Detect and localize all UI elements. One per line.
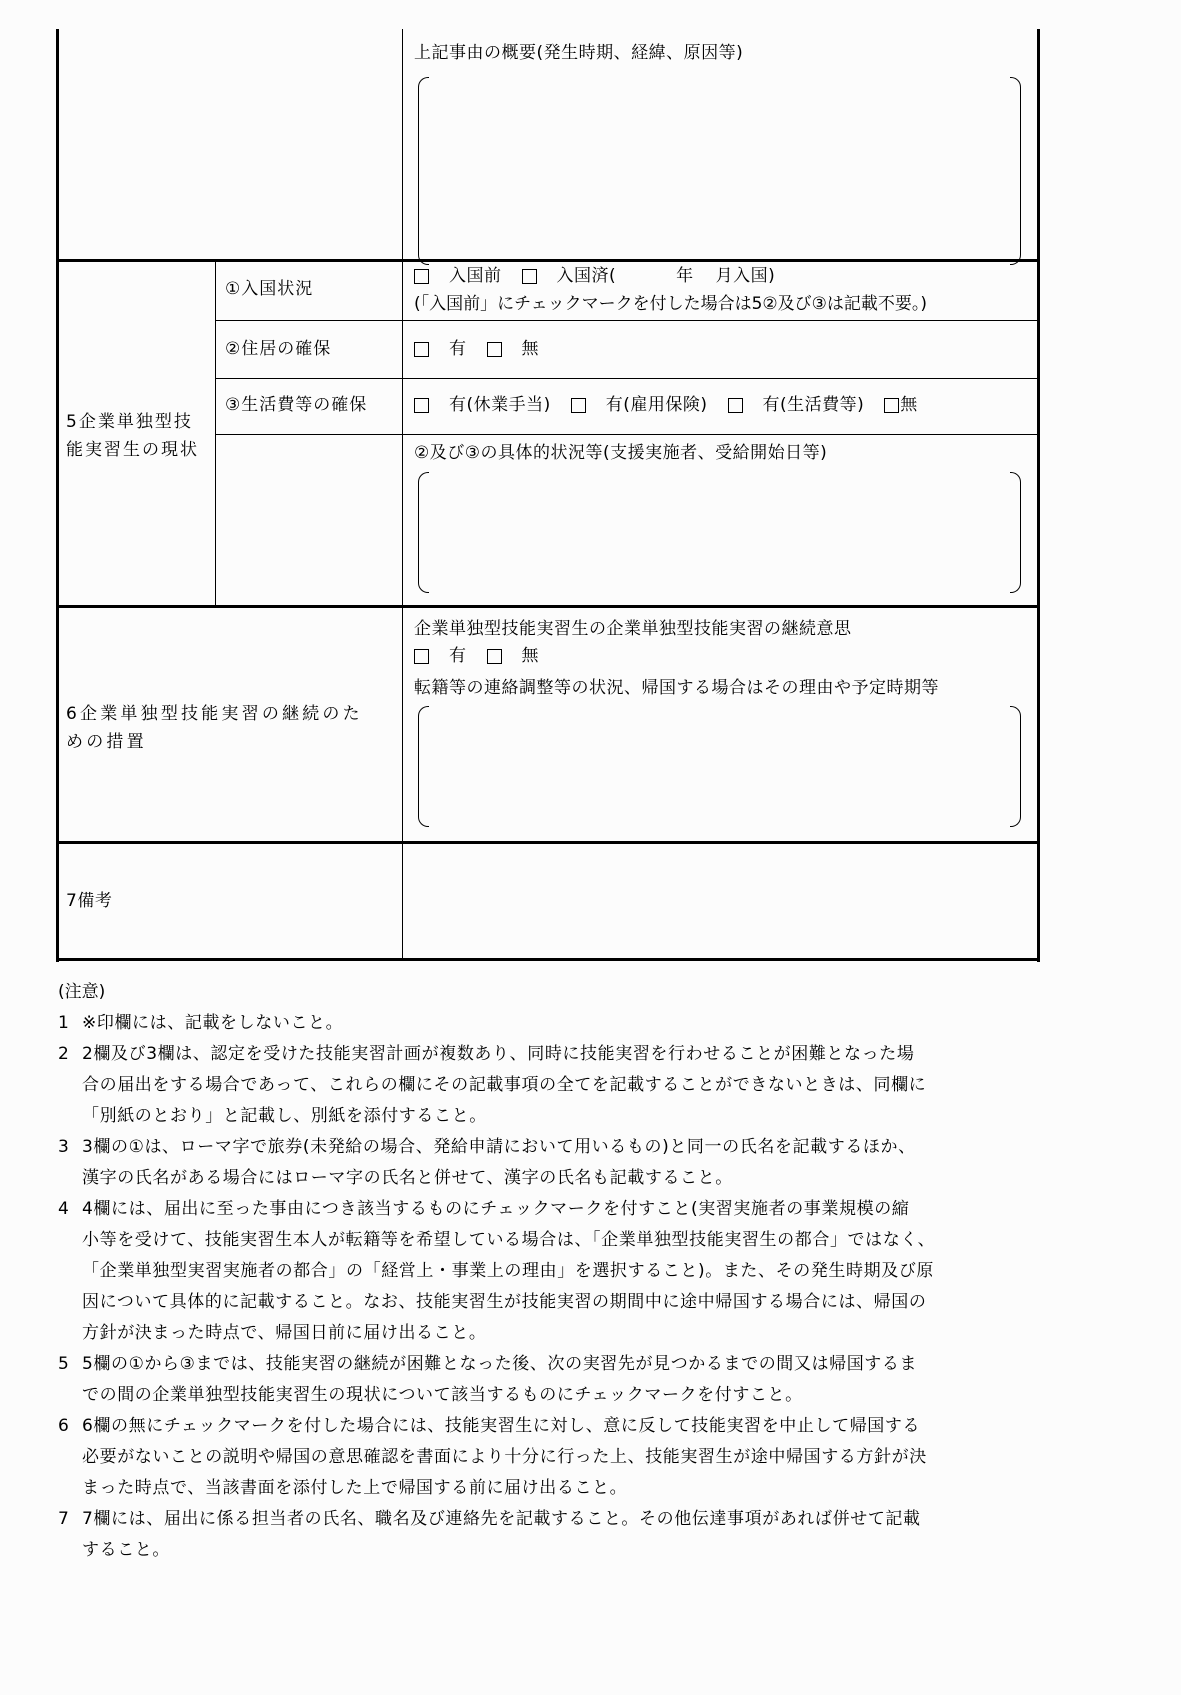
section5-details-input[interactable] [432, 476, 1007, 589]
living-expenses-label: ③生活費等の確保 [225, 395, 368, 415]
option-employment-insurance[interactable] [571, 397, 708, 414]
checkbox-housing-yes[interactable] [414, 342, 429, 357]
option-living-expenses-label: 有(生活費等) [762, 395, 865, 415]
left-bracket-icon [418, 472, 429, 593]
notes-header: (注意) [58, 982, 106, 1002]
note-item [58, 1504, 1043, 1566]
option-living-expenses[interactable] [728, 397, 865, 414]
remarks-field[interactable] [404, 845, 1036, 957]
left-bracket-icon [418, 706, 429, 827]
option-intent-no[interactable] [487, 648, 540, 665]
remarks-label: 7備考 [66, 891, 113, 911]
checkbox-entered[interactable] [522, 269, 537, 284]
note-line: 3欄の①は、ローマ字で旅券(未発給の場合、発給申請において用いるもの)と同一の氏名を記載するほか、 [82, 1137, 916, 1157]
note-line: 6欄の無にチェックマークを付した場合には、技能実習生に対し、意に反して技能実習を中止して帰国する [82, 1416, 921, 1436]
note-item [58, 1349, 1043, 1411]
option-leave-allowance[interactable] [414, 397, 551, 414]
option-housing-no-label: 無 [521, 339, 539, 359]
transfer-status-label: 転籍等の連絡調整等の状況、帰国する場合はその理由や予定時期等 [414, 678, 939, 698]
row-divider-5-3 [215, 434, 1039, 435]
note-line: 小等を受けて、技能実習生本人が転籍等を希望している場合は、「企業単独型技能実習生の都合」ではなく、 [82, 1230, 936, 1250]
option-intent-yes[interactable] [414, 648, 467, 665]
overview-input[interactable] [432, 81, 1007, 261]
note-number: 4 [58, 1199, 70, 1219]
housing-options [414, 341, 559, 358]
option-intent-yes-label: 有 [449, 646, 467, 666]
transfer-status-field[interactable] [418, 706, 1021, 827]
option-before-entry[interactable] [414, 268, 502, 285]
living-expenses-options [414, 397, 918, 414]
option-housing-yes-label: 有 [449, 339, 467, 359]
option-living-none[interactable] [884, 397, 918, 414]
section5-details-label: ②及び③の具体的状況等(支援実施者、受給開始日等) [414, 443, 828, 463]
note-line: 漢字の氏名がある場合にはローマ字の氏名と併せて、漢字の氏名も記載すること。 [82, 1168, 733, 1188]
checkbox-living-none[interactable] [884, 398, 899, 413]
note-line: 方針が決まった時点で、帰国日前に届け出ること。 [82, 1323, 487, 1343]
note-line: 因について具体的に記載すること。なお、技能実習生が技能実習の期間中に途中帰国する場合には、帰国の [82, 1292, 927, 1312]
table-left-border [56, 29, 59, 962]
right-bracket-icon [1010, 706, 1021, 827]
entry-status-options [414, 268, 775, 285]
note-line: 合の届出をする場合であって、これらの欄にその記載事項の全てを記載することができないときは、同欄に [82, 1075, 927, 1095]
note-line: ※印欄には、記載をしないこと。 [82, 1013, 344, 1033]
overview-label: 上記事由の概要(発生時期、経緯、原因等) [414, 43, 744, 63]
section5-label-line1: 5企業単独型技 [66, 412, 193, 432]
note-number: 5 [58, 1354, 70, 1374]
option-housing-yes[interactable] [414, 341, 467, 358]
note-item [58, 1132, 1043, 1194]
section5-label-line2: 能実習生の現状 [66, 440, 199, 460]
checkbox-housing-no[interactable] [487, 342, 502, 357]
entry-status-note: (「入国前」にチェックマークを付した場合は5②及び③は記載不要。) [414, 294, 928, 314]
note-item [58, 1194, 1043, 1349]
entry-year-label: 年 [676, 266, 694, 286]
note-line: すること。 [82, 1540, 170, 1560]
option-entered-label: 入国済( [556, 266, 617, 286]
section6-label-line1: 6企業単独型技能実習の継続のた [66, 704, 363, 724]
note-item [58, 1008, 1043, 1039]
option-leave-allowance-label: 有(休業手当) [449, 395, 551, 415]
option-entered[interactable] [522, 268, 617, 285]
note-line: 4欄には、届出に至った事由につき該当するものにチェックマークを付すこと(実習実施者の事業規模の縮 [82, 1199, 910, 1219]
option-before-entry-label: 入国前 [449, 266, 502, 286]
note-line: 5欄の①から③までは、技能実習の継続が困難となった後、次の実習先が見つかるまでの間又は帰国するま [82, 1354, 918, 1374]
section6-label [66, 700, 396, 756]
row-divider-5-1 [215, 320, 1039, 321]
continuation-intent-label: 企業単独型技能実習生の企業単独型技能実習の継続意思 [414, 619, 852, 639]
option-housing-no[interactable] [487, 341, 540, 358]
section5-label [66, 408, 216, 464]
notes-section [58, 977, 1043, 1566]
row-divider-section7-top [56, 841, 1040, 844]
note-number: 3 [58, 1137, 70, 1157]
column-divider [402, 29, 403, 960]
note-number: 2 [58, 1044, 70, 1064]
note-number: 6 [58, 1416, 70, 1436]
checkbox-intent-no[interactable] [487, 649, 502, 664]
continuation-intent-options [414, 648, 559, 665]
entry-month-label: 月入国) [715, 266, 776, 286]
section6-label-line2: めの措置 [66, 732, 147, 752]
note-line: 必要がないことの説明や帰国の意思確認を書面により十分に行った上、技能実習生が途中帰国する方針が決 [82, 1447, 927, 1467]
section5-details-field[interactable] [418, 472, 1021, 593]
row-divider-5-2 [215, 378, 1039, 379]
checkbox-leave-allowance[interactable] [414, 398, 429, 413]
overview-field[interactable] [418, 77, 1021, 265]
entry-status-label: ①入国状況 [225, 279, 314, 299]
right-bracket-icon [1010, 472, 1021, 593]
table-right-border [1037, 29, 1040, 962]
option-intent-no-label: 無 [521, 646, 539, 666]
row-divider-section6-top [56, 605, 1040, 608]
checkbox-intent-yes[interactable] [414, 649, 429, 664]
option-employment-insurance-label: 有(雇用保険) [605, 395, 708, 415]
checkbox-living-expenses[interactable] [728, 398, 743, 413]
left-bracket-icon [418, 77, 429, 265]
note-item [58, 1411, 1043, 1504]
option-living-none-label: 無 [900, 395, 918, 415]
note-line: 「別紙のとおり」と記載し、別紙を添付すること。 [82, 1106, 487, 1126]
checkbox-employment-insurance[interactable] [571, 398, 586, 413]
transfer-status-input[interactable] [432, 710, 1007, 823]
note-item [58, 1039, 1043, 1132]
note-line: 2欄及び3欄は、認定を受けた技能実習計画が複数あり、同時に技能実習を行わせることが困難となった場 [82, 1044, 915, 1064]
checkbox-before-entry[interactable] [414, 269, 429, 284]
note-line: まった時点で、当該書面を添付した上で帰国する前に届け出ること。 [82, 1478, 628, 1498]
right-bracket-icon [1010, 77, 1021, 265]
note-line: での間の企業単独型技能実習生の現状について該当するものにチェックマークを付すこと。 [82, 1385, 803, 1405]
note-number: 1 [58, 1013, 70, 1033]
housing-label: ②住居の確保 [225, 339, 332, 359]
note-number: 7 [58, 1509, 70, 1529]
table-bottom-border [56, 958, 1040, 961]
note-line: 「企業単独型実習実施者の都合」の「経営上・事業上の理由」を選択すること)。また、その発生時期及び原 [82, 1261, 935, 1281]
note-line: 7欄には、届出に係る担当者の氏名、職名及び連絡先を記載すること。その他伝達事項があれば併せて記載 [82, 1509, 921, 1529]
